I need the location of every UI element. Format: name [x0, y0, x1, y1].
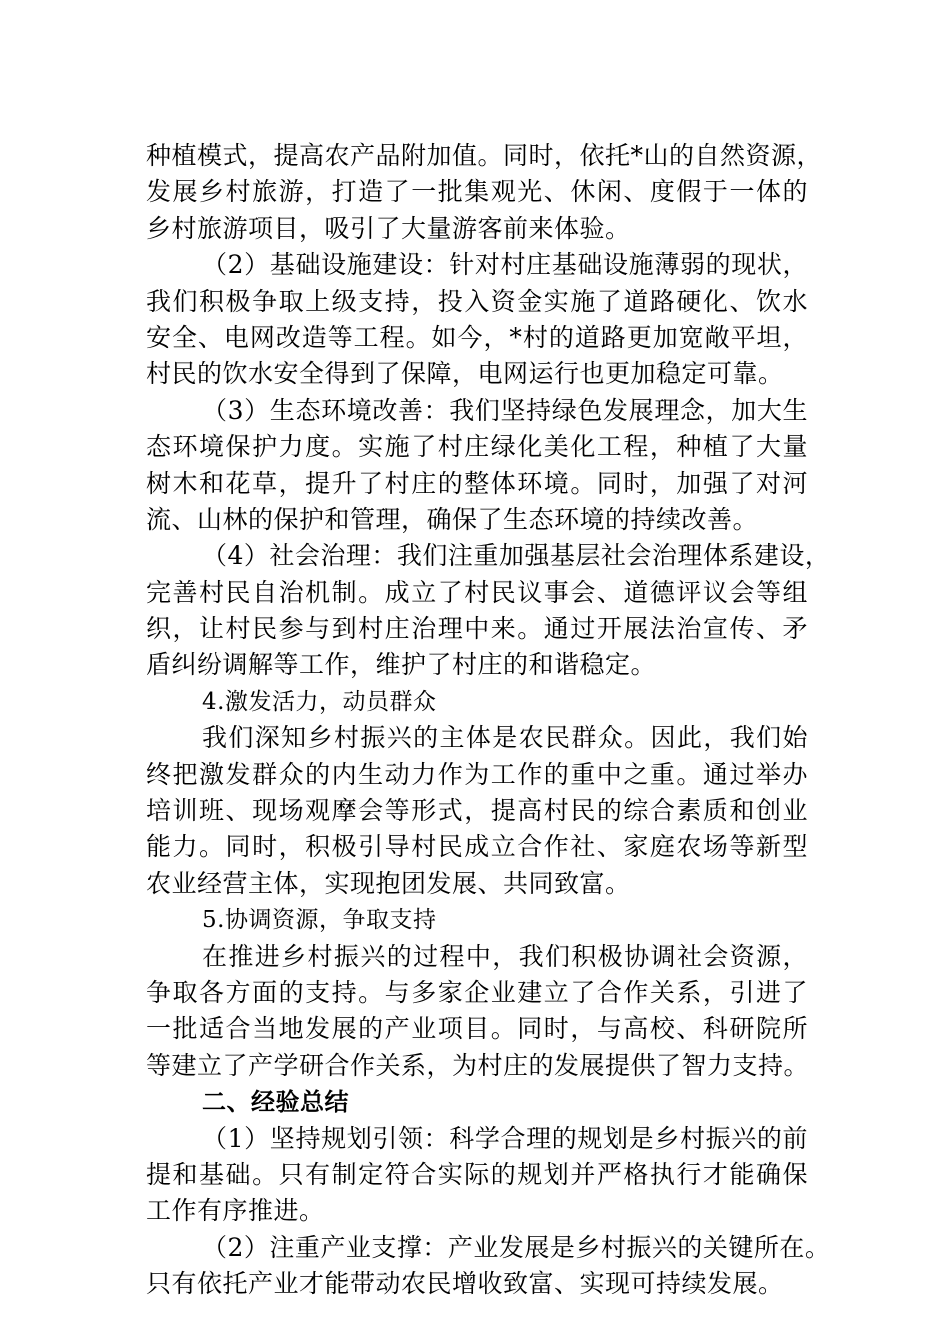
paragraph: [146, 1121, 808, 1230]
text-line: 树木和花草，提升了村庄的整体环境。同时，加强了对河: [146, 468, 808, 498]
text-line: 二、经验总结: [202, 1088, 349, 1117]
text-line: 乡村旅游项目，吸引了大量游客前来体验。: [146, 213, 631, 243]
paragraph: [146, 538, 831, 684]
text-line: 村民的饮水安全得到了保障，电网运行也更加稳定可靠。: [146, 359, 784, 389]
text-line: 农业经营主体，实现抱团发展、共同致富。: [146, 868, 631, 898]
text-line: 态环境保护力度。实施了村庄绿化美化工程，种植了大量: [146, 432, 808, 462]
text-line: 争取各方面的支持。与多家企业建立了合作关系，引进了: [146, 977, 808, 1007]
text-line: 等建立了产学研合作关系，为村庄的发展提供了智力支持。: [146, 1050, 810, 1080]
document-page: [146, 138, 831, 1303]
text-line: 一批适合当地发展的产业项目。同时，与高校、科研院所: [146, 1014, 808, 1044]
text-line: （2）注重产业支撑：产业发展是乡村振兴的关键所在。: [202, 1232, 831, 1262]
section-heading: [146, 1084, 808, 1120]
text-line: 只有依托产业才能带动农民增收致富、实现可持续发展。: [146, 1269, 784, 1299]
subsection-heading: [146, 902, 808, 938]
text-line: （4）社会治理：我们注重加强基层社会治理体系建设，: [202, 541, 831, 571]
text-line: 提和基础。只有制定符合实际的规划并严格执行才能确保: [146, 1159, 808, 1189]
text-line: 培训班、现场观摩会等形式，提高村民的综合素质和创业: [146, 796, 808, 826]
text-line: （3）生态环境改善：我们坚持绿色发展理念，加大生: [202, 395, 808, 425]
paragraph: [146, 1230, 831, 1303]
text-line: 5.协调资源，争取支持: [202, 907, 437, 934]
text-line: 发展乡村旅游，打造了一批集观光、休闲、度假于一体的: [146, 177, 808, 207]
text-line: 安全、电网改造等工程。如今，*村的道路更加宽敞平坦，: [146, 322, 808, 352]
paragraph: [146, 720, 808, 902]
text-line: 工作有序推进。: [146, 1196, 325, 1226]
paragraph: [146, 939, 808, 1085]
text-line: 我们深知乡村振兴的主体是农民群众。因此，我们始: [202, 723, 808, 753]
subsection-heading: [146, 684, 808, 720]
text-line: 我们积极争取上级支持，投入资金实施了道路硬化、饮水: [146, 286, 808, 316]
text-line: 4.激发活力，动员群众: [202, 688, 437, 715]
text-line: 种植模式，提高农产品附加值。同时，依托*山的自然资源，: [146, 141, 823, 170]
text-line: 盾纠纷调解等工作，维护了村庄的和谐稳定。: [146, 650, 657, 680]
text-line: （2）基础设施建设：针对村庄基础设施薄弱的现状，: [202, 250, 808, 280]
paragraph: [146, 247, 808, 393]
document-body: [146, 138, 831, 1303]
text-line: 终把激发群众的内生动力作为工作的重中之重。通过举办: [146, 759, 808, 789]
paragraph: [146, 393, 808, 539]
text-line: 在推进乡村振兴的过程中，我们积极协调社会资源，: [202, 941, 808, 971]
text-line: 织，让村民参与到村庄治理中来。通过开展法治宣传、矛: [146, 614, 808, 644]
text-line: （1）坚持规划引领：科学合理的规划是乡村振兴的前: [202, 1123, 808, 1153]
text-line: 流、山林的保护和管理，确保了生态环境的持续改善。: [146, 504, 759, 534]
text-line: 完善村民自治机制。成立了村民议事会、道德评议会等组: [146, 577, 808, 607]
text-line: 能力。同时，积极引导村民成立合作社、家庭农场等新型: [146, 832, 808, 862]
paragraph: [146, 138, 823, 247]
